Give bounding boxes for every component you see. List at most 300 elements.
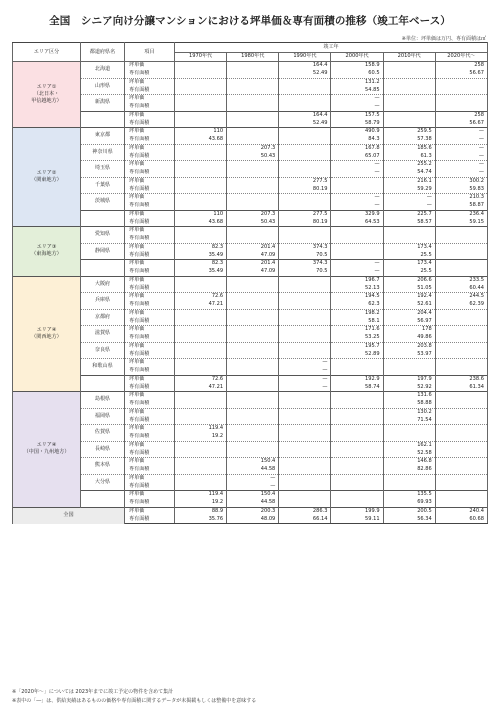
- value-cell: 52.58: [383, 449, 435, 457]
- item-label: 専有面積: [125, 268, 175, 276]
- value-cell: [383, 103, 435, 111]
- item-label: 坪単価: [125, 441, 175, 449]
- value-cell: [227, 78, 279, 86]
- value-cell: [331, 458, 383, 466]
- item-label: 坪単価: [125, 95, 175, 103]
- value-cell: 150.4: [227, 491, 279, 499]
- value-cell: [175, 111, 227, 119]
- value-cell: —: [435, 152, 487, 160]
- pref-name: 福岡県: [81, 408, 125, 425]
- value-cell: 185.6: [383, 144, 435, 152]
- value-cell: [279, 449, 331, 457]
- value-cell: 47.21: [175, 383, 227, 391]
- value-cell: 200.3: [227, 507, 279, 515]
- value-cell: [175, 326, 227, 334]
- value-cell: [227, 185, 279, 193]
- pref-name: 山形県: [81, 78, 125, 95]
- value-cell: 48.09: [227, 515, 279, 523]
- value-cell: 49.86: [383, 334, 435, 342]
- price-area-table: [12, 42, 488, 524]
- value-cell: [227, 416, 279, 424]
- item-label: 坪単価: [125, 78, 175, 86]
- value-cell: —: [279, 375, 331, 383]
- table-row: [13, 408, 488, 416]
- value-cell: —: [331, 202, 383, 210]
- value-cell: 374.3: [279, 243, 331, 251]
- value-cell: 47.09: [227, 251, 279, 259]
- value-cell: [175, 95, 227, 103]
- value-cell: 58.88: [383, 400, 435, 408]
- area-label-line: エリア④: [36, 326, 57, 333]
- value-cell: [227, 227, 279, 235]
- value-cell: 43.68: [175, 218, 227, 226]
- value-cell: 200.5: [383, 507, 435, 515]
- value-cell: —: [383, 202, 435, 210]
- area-label-line: エリア③: [36, 244, 57, 251]
- value-cell: [227, 111, 279, 119]
- value-cell: [435, 458, 487, 466]
- value-cell: [279, 425, 331, 433]
- item-label: 坪単価: [125, 359, 175, 367]
- value-cell: [175, 194, 227, 202]
- pref-name: [81, 210, 125, 227]
- item-label: 専有面積: [125, 218, 175, 226]
- item-label: 坪単価: [125, 194, 175, 202]
- value-cell: [227, 62, 279, 70]
- value-cell: [435, 482, 487, 490]
- item-label: 専有面積: [125, 152, 175, 160]
- value-cell: [279, 392, 331, 400]
- item-label: 専有面積: [125, 202, 175, 210]
- value-cell: 59.29: [383, 185, 435, 193]
- value-cell: 198.2: [331, 309, 383, 317]
- value-cell: [331, 177, 383, 185]
- value-cell: [279, 416, 331, 424]
- table-row: [13, 210, 488, 218]
- value-cell: 130.2: [383, 408, 435, 416]
- value-cell: 35.76: [175, 515, 227, 523]
- value-cell: [279, 334, 331, 342]
- value-cell: 80.19: [279, 185, 331, 193]
- item-label: 専有面積: [125, 449, 175, 457]
- value-cell: [279, 433, 331, 441]
- item-label: 専有面積: [125, 185, 175, 193]
- value-cell: [331, 474, 383, 482]
- value-cell: [383, 62, 435, 70]
- header-pref: 都道府県名: [81, 43, 125, 62]
- item-label: 坪単価: [125, 260, 175, 268]
- item-label: 坪単価: [125, 177, 175, 185]
- table-row: [13, 491, 488, 499]
- table-row: [13, 161, 488, 169]
- item-label: 専有面積: [125, 317, 175, 325]
- value-cell: [175, 161, 227, 169]
- value-cell: [435, 227, 487, 235]
- value-cell: [227, 433, 279, 441]
- item-label: 専有面積: [125, 103, 175, 111]
- value-cell: —: [435, 144, 487, 152]
- item-label: 坪単価: [125, 227, 175, 235]
- value-cell: [331, 416, 383, 424]
- value-cell: [227, 392, 279, 400]
- table-row: [13, 227, 488, 235]
- item-label: 坪単価: [125, 309, 175, 317]
- value-cell: 66.14: [279, 515, 331, 523]
- value-cell: 47.21: [175, 301, 227, 309]
- value-cell: 244.5: [435, 293, 487, 301]
- pref-name: 島根県: [81, 392, 125, 409]
- item-label: 専有面積: [125, 433, 175, 441]
- value-cell: [435, 334, 487, 342]
- value-cell: 56.67: [435, 119, 487, 127]
- value-cell: 207.3: [227, 210, 279, 218]
- value-cell: 110: [175, 128, 227, 136]
- item-label: 専有面積: [125, 482, 175, 490]
- value-cell: [383, 367, 435, 375]
- value-cell: [227, 284, 279, 292]
- area-label: [13, 227, 81, 277]
- table-row: [13, 342, 488, 350]
- value-cell: [435, 449, 487, 457]
- pref-name: 熊本県: [81, 458, 125, 475]
- pref-name: 新潟県: [81, 95, 125, 112]
- value-cell: [331, 441, 383, 449]
- item-label: 専有面積: [125, 86, 175, 94]
- pref-name: 東京都: [81, 128, 125, 145]
- value-cell: [279, 86, 331, 94]
- value-cell: 53.25: [331, 334, 383, 342]
- value-cell: [279, 144, 331, 152]
- table-row: [13, 425, 488, 433]
- value-cell: [383, 227, 435, 235]
- value-cell: [279, 293, 331, 301]
- value-cell: [435, 309, 487, 317]
- table-row: [13, 260, 488, 268]
- value-cell: 164.4: [279, 111, 331, 119]
- value-cell: 57.38: [383, 136, 435, 144]
- value-cell: 195.7: [331, 342, 383, 350]
- value-cell: 255.2: [383, 161, 435, 169]
- value-cell: 259.5: [383, 128, 435, 136]
- value-cell: [175, 177, 227, 185]
- value-cell: 157.5: [331, 111, 383, 119]
- value-cell: [279, 78, 331, 86]
- table-row: [13, 293, 488, 301]
- value-cell: [383, 425, 435, 433]
- value-cell: [175, 449, 227, 457]
- table-row: [13, 95, 488, 103]
- pref-name: 埼玉県: [81, 161, 125, 178]
- value-cell: 277.5: [279, 177, 331, 185]
- value-cell: 206.6: [383, 276, 435, 284]
- value-cell: 72.6: [175, 293, 227, 301]
- value-cell: 131.6: [383, 392, 435, 400]
- value-cell: [175, 284, 227, 292]
- pref-name: 大分県: [81, 474, 125, 491]
- value-cell: [175, 458, 227, 466]
- value-cell: [175, 202, 227, 210]
- table-row: [13, 78, 488, 86]
- value-cell: [383, 70, 435, 78]
- item-label: 坪単価: [125, 375, 175, 383]
- item-label: 坪単価: [125, 342, 175, 350]
- table-row: [13, 474, 488, 482]
- value-cell: [227, 326, 279, 334]
- value-cell: [435, 86, 487, 94]
- value-cell: —: [435, 169, 487, 177]
- value-cell: [175, 350, 227, 358]
- value-cell: [435, 367, 487, 375]
- area-label: [13, 392, 81, 508]
- value-cell: —: [331, 161, 383, 169]
- table-row: [13, 128, 488, 136]
- value-cell: [279, 103, 331, 111]
- value-cell: —: [435, 161, 487, 169]
- table-row: [13, 441, 488, 449]
- value-cell: 58.79: [331, 119, 383, 127]
- value-cell: [435, 499, 487, 507]
- item-label: 坪単価: [125, 144, 175, 152]
- value-cell: 258: [435, 111, 487, 119]
- value-cell: [279, 408, 331, 416]
- value-cell: [331, 251, 383, 259]
- value-cell: 192.4: [383, 293, 435, 301]
- header-decade: 1970年代: [175, 52, 227, 62]
- value-cell: 56.97: [383, 317, 435, 325]
- value-cell: [279, 342, 331, 350]
- area-label-line: エリア①: [36, 84, 57, 90]
- value-cell: 204.4: [383, 309, 435, 317]
- value-cell: [175, 103, 227, 111]
- value-cell: [435, 260, 487, 268]
- value-cell: 300.2: [435, 177, 487, 185]
- value-cell: 19.2: [175, 433, 227, 441]
- value-cell: [227, 276, 279, 284]
- value-cell: [435, 317, 487, 325]
- national-label: 全国: [13, 507, 125, 524]
- value-cell: [279, 350, 331, 358]
- value-cell: 69.93: [383, 499, 435, 507]
- value-cell: 196.7: [331, 276, 383, 284]
- item-label: 専有面積: [125, 301, 175, 309]
- value-cell: [227, 400, 279, 408]
- item-label: 坪単価: [125, 128, 175, 136]
- item-label: 専有面積: [125, 251, 175, 259]
- header-decade: 2010年代: [383, 52, 435, 62]
- value-cell: [175, 482, 227, 490]
- value-cell: 50.43: [227, 152, 279, 160]
- value-cell: —: [279, 367, 331, 375]
- value-cell: [279, 152, 331, 160]
- table-row: [13, 309, 488, 317]
- value-cell: 35.49: [175, 268, 227, 276]
- value-cell: —: [435, 136, 487, 144]
- value-cell: [331, 449, 383, 457]
- value-cell: [279, 326, 331, 334]
- value-cell: [175, 119, 227, 127]
- value-cell: 54.74: [383, 169, 435, 177]
- value-cell: 60.44: [435, 284, 487, 292]
- table-row: [13, 144, 488, 152]
- value-cell: 192.9: [331, 375, 383, 383]
- value-cell: [331, 425, 383, 433]
- table-row: [13, 359, 488, 367]
- pref-name: 北海道: [81, 62, 125, 79]
- area-label: [13, 128, 81, 227]
- value-cell: 131.2: [331, 78, 383, 86]
- item-label: 専有面積: [125, 136, 175, 144]
- value-cell: —: [331, 95, 383, 103]
- item-label: 坪単価: [125, 111, 175, 119]
- pref-name: [81, 375, 125, 392]
- value-cell: 52.89: [331, 350, 383, 358]
- value-cell: 65.07: [331, 152, 383, 160]
- area-label: [13, 276, 81, 392]
- value-cell: [227, 309, 279, 317]
- value-cell: 80.19: [279, 218, 331, 226]
- value-cell: [175, 359, 227, 367]
- value-cell: [175, 400, 227, 408]
- value-cell: 374.3: [279, 260, 331, 268]
- pref-name: 滋賀県: [81, 326, 125, 343]
- value-cell: 207.3: [227, 144, 279, 152]
- unit-note: ※単位：坪単価は万円、専有面積は㎡: [401, 36, 486, 42]
- header-decade: 2020年代～: [435, 52, 487, 62]
- value-cell: [227, 177, 279, 185]
- value-cell: 150.4: [227, 458, 279, 466]
- value-cell: 88.9: [175, 507, 227, 515]
- value-cell: [383, 111, 435, 119]
- item-label: 専有面積: [125, 334, 175, 342]
- value-cell: 240.4: [435, 507, 487, 515]
- value-cell: 60.5: [331, 70, 383, 78]
- value-cell: 53.97: [383, 350, 435, 358]
- value-cell: 56.34: [383, 515, 435, 523]
- item-label: 坪単価: [125, 326, 175, 334]
- value-cell: [175, 441, 227, 449]
- value-cell: [227, 408, 279, 416]
- table-row: [13, 507, 488, 515]
- value-cell: [435, 392, 487, 400]
- value-cell: [227, 441, 279, 449]
- value-cell: [279, 161, 331, 169]
- value-cell: —: [331, 268, 383, 276]
- item-label: 専有面積: [125, 350, 175, 358]
- value-cell: [175, 86, 227, 94]
- value-cell: 199.9: [331, 507, 383, 515]
- item-label: 専有面積: [125, 400, 175, 408]
- value-cell: 50.43: [227, 218, 279, 226]
- value-cell: [175, 334, 227, 342]
- table-row: [13, 243, 488, 251]
- value-cell: [435, 433, 487, 441]
- value-cell: 58.1: [331, 317, 383, 325]
- value-cell: [435, 235, 487, 243]
- value-cell: [331, 400, 383, 408]
- value-cell: [435, 326, 487, 334]
- pref-name: 静岡県: [81, 243, 125, 260]
- value-cell: [279, 169, 331, 177]
- value-cell: [175, 408, 227, 416]
- value-cell: [227, 161, 279, 169]
- value-cell: [331, 392, 383, 400]
- value-cell: [435, 78, 487, 86]
- pref-name: 兵庫県: [81, 293, 125, 310]
- value-cell: 173.4: [383, 260, 435, 268]
- value-cell: [331, 499, 383, 507]
- table-row: [13, 375, 488, 383]
- value-cell: 277.5: [279, 210, 331, 218]
- table-row: [13, 276, 488, 284]
- value-cell: [279, 136, 331, 144]
- value-cell: [227, 86, 279, 94]
- value-cell: [175, 185, 227, 193]
- value-cell: [279, 227, 331, 235]
- value-cell: —: [331, 103, 383, 111]
- value-cell: [383, 359, 435, 367]
- area-label-line: （関東地方）: [31, 177, 62, 183]
- item-label: 専有面積: [125, 235, 175, 243]
- value-cell: [435, 268, 487, 276]
- value-cell: 60.68: [435, 515, 487, 523]
- value-cell: [331, 433, 383, 441]
- value-cell: 82.3: [175, 243, 227, 251]
- value-cell: 52.92: [383, 383, 435, 391]
- value-cell: [175, 152, 227, 160]
- value-cell: [175, 309, 227, 317]
- value-cell: [331, 482, 383, 490]
- value-cell: [227, 103, 279, 111]
- value-cell: —: [227, 474, 279, 482]
- value-cell: 54.85: [331, 86, 383, 94]
- value-cell: 194.5: [331, 293, 383, 301]
- value-cell: [331, 185, 383, 193]
- value-cell: [435, 491, 487, 499]
- value-cell: 64.53: [331, 218, 383, 226]
- value-cell: [227, 342, 279, 350]
- table-row: [13, 194, 488, 202]
- value-cell: [227, 136, 279, 144]
- item-label: 坪単価: [125, 408, 175, 416]
- footnotes: [12, 688, 256, 706]
- item-label: 坪単価: [125, 458, 175, 466]
- value-cell: [383, 474, 435, 482]
- value-cell: 119.4: [175, 425, 227, 433]
- value-cell: [227, 350, 279, 358]
- value-cell: [175, 276, 227, 284]
- value-cell: [279, 466, 331, 474]
- value-cell: [279, 194, 331, 202]
- value-cell: 35.49: [175, 251, 227, 259]
- value-cell: [227, 375, 279, 383]
- pref-name: 千葉県: [81, 177, 125, 194]
- value-cell: 286.3: [279, 507, 331, 515]
- value-cell: 82.3: [175, 260, 227, 268]
- table-row: [13, 62, 488, 70]
- value-cell: 110: [175, 210, 227, 218]
- value-cell: [279, 491, 331, 499]
- value-cell: [227, 70, 279, 78]
- value-cell: 59.83: [435, 185, 487, 193]
- item-label: 坪単価: [125, 161, 175, 169]
- value-cell: [435, 95, 487, 103]
- value-cell: [175, 227, 227, 235]
- value-cell: [227, 425, 279, 433]
- value-cell: 58.57: [383, 218, 435, 226]
- item-label: 専有面積: [125, 515, 175, 523]
- value-cell: [279, 317, 331, 325]
- value-cell: [383, 119, 435, 127]
